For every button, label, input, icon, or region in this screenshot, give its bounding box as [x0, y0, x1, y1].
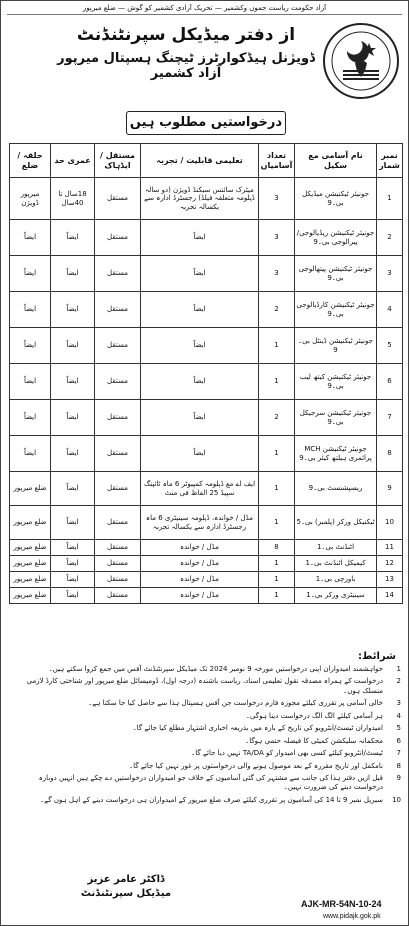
table-cell: جونیئر ٹیکنیشن سرجیکل بی۔9: [295, 400, 377, 436]
table-row: [10, 364, 403, 400]
condition-item: [11, 737, 401, 746]
condition-number: 1: [396, 665, 401, 673]
table-cell: مڈل / خواندہ، ڈپلومہ سینیٹری 6 ماہ رجسٹرڈ ادارہ سے یکسالہ تجربہ: [141, 506, 259, 540]
condition-number: 8: [396, 761, 401, 770]
table-cell: 8: [377, 436, 403, 472]
condition-text: خواہشمند امیدواران اپنی درخواستیں مورخہ 9 نومبر 2024 تک میڈیکل سپرنٹنڈنٹ آفس میں جمع کروا سکتے ہیں۔: [48, 665, 383, 673]
table-cell: 4: [377, 292, 403, 328]
table-cell: مڈل / خواندہ: [141, 556, 259, 572]
table-cell: ایضاً: [51, 220, 95, 256]
signature-block: [61, 873, 191, 901]
table-cell: ایضاً: [51, 588, 95, 604]
website-link[interactable]: www.pidajk.gok.pk: [323, 913, 381, 920]
table-cell: ایضاً: [141, 436, 259, 472]
condition-text: ٹیسٹ/انٹرویو کیلئے کسی بھی امیدوار کو TA/DA نہیں دیا جائے گا۔: [191, 749, 383, 758]
table-cell: ایضاً: [141, 292, 259, 328]
column-header: نام آسامی مع سکیل: [295, 144, 377, 178]
table-cell: ایضاً: [51, 292, 95, 328]
table-row: [10, 220, 403, 256]
column-header: حلقہ / ضلع: [10, 144, 51, 178]
condition-text: درخواست کے ہمراہ مصدقہ نقول تعلیمی اسناد، ریاست باشندہ (درجہ اول)، ڈومیسائل ضلع میرپور اور شناختی کارڈ لازمی منسلک ہوں۔: [26, 677, 383, 695]
table-cell: ایضاً: [51, 436, 95, 472]
table-cell: 6: [377, 364, 403, 400]
table-cell: ایضاً: [51, 328, 95, 364]
table-cell: ایضاً: [10, 220, 51, 256]
condition-text: نامکمل اور تاریخ مقررہ کے بعد موصول ہونے والی درخواستوں پر غور نہیں کیا جائے گا۔: [129, 761, 383, 770]
column-header: عمری حد: [51, 144, 95, 178]
table-cell: مستقل: [95, 256, 141, 292]
conditions-title: شرائط:: [358, 651, 396, 662]
table-cell: جونیئر ٹیکنیشن میڈیکل بی۔9: [295, 178, 377, 220]
table-cell: مستقل: [95, 506, 141, 540]
table-cell: 1: [259, 364, 295, 400]
table-cell: مستقل: [95, 540, 141, 556]
table-row: [10, 256, 403, 292]
condition-item: [11, 665, 401, 674]
table-cell: ضلع میرپور: [10, 572, 51, 588]
table-cell: 9: [377, 472, 403, 506]
table-cell: جونیئر ٹیکنیشن MCH پرائمری ہیلتھ کیئر بی۔9: [295, 436, 377, 472]
table-cell: ایضاً: [10, 256, 51, 292]
table-row: [10, 472, 403, 506]
table-cell: ایضاً: [141, 328, 259, 364]
table-cell: ایضاً: [10, 328, 51, 364]
table-cell: 1: [259, 506, 295, 540]
table-cell: مستقل: [95, 178, 141, 220]
signatory-name: ڈاکٹر عامر عزیز: [87, 874, 165, 885]
condition-number: 2: [396, 677, 401, 686]
table-header-row: [10, 144, 403, 178]
table-cell: 7: [377, 400, 403, 436]
condition-number: 10: [392, 795, 401, 804]
page-subtitle: ڈویژنل ہیڈکوارٹرز ٹیچنگ ہسپتال میرپور آزاد کشمیر: [57, 51, 315, 81]
table-cell: ایضاً: [141, 256, 259, 292]
table-cell: 2: [259, 292, 295, 328]
table-cell: 3: [259, 220, 295, 256]
table-row: [10, 400, 403, 436]
table-cell: 2: [377, 220, 403, 256]
condition-item: [11, 677, 401, 696]
table-cell: ضلع میرپور: [10, 506, 51, 540]
table-row: [10, 292, 403, 328]
condition-item: [11, 749, 401, 758]
table-cell: ضلع میرپور: [10, 556, 51, 572]
table-cell: جونیئر ٹیکنیشن کارڈیالوجی بی۔9: [295, 292, 377, 328]
table-cell: مڈل / خواندہ: [141, 540, 259, 556]
condition-text: محکمانہ سلیکشن کمیٹی کا فیصلہ حتمی ہوگا۔: [245, 736, 383, 745]
table-cell: ایضاً: [51, 572, 95, 588]
table-cell: ایضاً: [51, 506, 95, 540]
signatory-designation: میڈیکل سپرنٹنڈنٹ: [80, 888, 172, 899]
table-cell: سینیٹری ورکر بی۔1: [295, 588, 377, 604]
table-cell: باورچی بی۔1: [295, 572, 377, 588]
table-cell: 3: [259, 256, 295, 292]
ad-reference-number: AJK-MR-54N-10-24: [301, 899, 382, 909]
table-row: [10, 436, 403, 472]
table-cell: ٹیکنیکل ورکر (پلمبر) بی۔5: [295, 506, 377, 540]
table-row: [10, 556, 403, 572]
table-cell: مڈل / خواندہ: [141, 588, 259, 604]
condition-text: سیریل نمبر 9 تا 14 کی آسامیوں پر تقرری کیلئے صرف ضلع میرپور کے امیدواران ہی درخواست دینے کے اہل ہوں گے۔: [40, 795, 383, 804]
table-cell: ایضاً: [10, 400, 51, 436]
table-cell: جونیئر ٹیکنیشن پیتھالوجی بی۔9: [295, 256, 377, 292]
condition-number: 6: [396, 736, 401, 745]
table-cell: ایضاً: [10, 292, 51, 328]
table-cell: ایضاً: [51, 472, 95, 506]
column-header: مستقل / ایڈہاک: [95, 144, 141, 178]
table-cell: مستقل: [95, 472, 141, 506]
table-cell: ایضاً: [51, 364, 95, 400]
table-cell: ایضاً: [141, 400, 259, 436]
table-cell: ضلع میرپور: [10, 540, 51, 556]
condition-text: قبل ازیں دفتر ہذا کی جانب سے مشتہر کی گئی آسامیوں کے خلاف جو امیدواران درخواستیں دے چکے ہیں انہیں دوبارہ درخواست دینے کی ضرورت نہیں۔: [38, 773, 383, 792]
table-cell: 1: [259, 472, 295, 506]
table-cell: جونیئر ٹیکنیشن ڈینٹل بی۔9: [295, 328, 377, 364]
condition-number: 7: [396, 749, 401, 758]
condition-number: 3: [396, 699, 401, 708]
table-cell: ایف اے مع ڈپلومہ کمپیوٹر 6 ماہ ٹائپنگ سپیڈ 25 الفاظ فی منٹ: [141, 472, 259, 506]
table-cell: ایضاً: [51, 540, 95, 556]
table-row: [10, 506, 403, 540]
table-cell: مستقل: [95, 556, 141, 572]
table-cell: مستقل: [95, 328, 141, 364]
top-banner-line: آزاد حکومت ریاست جموں وکشمیر — تحریک آزادی کشمیر کو گوش — ضلع میرپور: [7, 4, 402, 15]
column-header: تعداد آسامیاں: [259, 144, 295, 178]
condition-item: [11, 774, 401, 793]
table-cell: میرپور ڈویژن: [10, 178, 51, 220]
table-cell: 1: [259, 328, 295, 364]
table-cell: ایضاً: [10, 364, 51, 400]
table-cell: 1: [259, 588, 295, 604]
condition-text: ہر آسامی کیلئے الگ الگ درخواست دینا ہوگی۔: [245, 711, 383, 720]
table-cell: ایضاً: [51, 256, 95, 292]
table-cell: ایضاً: [10, 436, 51, 472]
table-cell: 1: [259, 556, 295, 572]
table-cell: جونیئر ٹیکنیشن کیتھ لیب بی۔9: [295, 364, 377, 400]
table-cell: 12: [377, 556, 403, 572]
table-cell: مستقل: [95, 400, 141, 436]
condition-number: 5: [396, 724, 401, 733]
table-cell: ایضاً: [51, 556, 95, 572]
conditions-list: [11, 665, 401, 808]
table-cell: ضلع میرپور: [10, 472, 51, 506]
table-row: [10, 588, 403, 604]
table-body: [10, 178, 403, 604]
table-cell: ضلع میرپور: [10, 588, 51, 604]
table-cell: مستقل: [95, 436, 141, 472]
table-cell: 2: [259, 400, 295, 436]
table-cell: 8: [259, 540, 295, 556]
table-cell: مستقل: [95, 572, 141, 588]
table-cell: 1: [259, 436, 295, 472]
table-cell: میٹرک سائنس سیکنڈ ڈویژن (دو سالہ ڈپلومہ متعلقہ فیلڈ) رجسٹرڈ ادارہ سے یکسالہ تجربہ: [141, 178, 259, 220]
table-cell: 1: [259, 572, 295, 588]
table-cell: ایضاً: [141, 220, 259, 256]
applications-wanted-banner: درخواستیں مطلوب ہیں: [126, 111, 286, 135]
condition-item: [11, 762, 401, 771]
government-seal-icon: [321, 21, 401, 101]
table-cell: 11: [377, 540, 403, 556]
condition-text: امیدواران ٹیسٹ/انٹرویو کی تاریخ کے بارہ میں بذریعہ اخباری اشتہار مطلع کیا جائے گا۔: [132, 724, 383, 733]
condition-item: [11, 796, 401, 805]
condition-number: 4: [396, 711, 401, 720]
table-cell: 3: [377, 256, 403, 292]
table-cell: مستقل: [95, 588, 141, 604]
table-row: [10, 572, 403, 588]
table-cell: ایضاً: [141, 364, 259, 400]
condition-text: خالی آسامی پر تقرری کیلئے مجوزہ فارم درخواست جن آفس ہسپتال ہذا سے حاصل کیا جا سکتا ہے۔: [88, 699, 383, 708]
table-cell: 18سال تا 40سال: [51, 178, 95, 220]
table-cell: 13: [377, 572, 403, 588]
condition-number: 9: [396, 773, 401, 782]
table-cell: 3: [259, 178, 295, 220]
condition-item: [11, 724, 401, 733]
vacancies-table: [9, 143, 403, 604]
table-cell: مستقل: [95, 220, 141, 256]
page-title: از دفتر میڈیکل سپرنٹنڈنٹ: [76, 25, 296, 45]
table-cell: ایضاً: [51, 400, 95, 436]
table-cell: مڈل / خواندہ: [141, 572, 259, 588]
table-cell: 1: [377, 178, 403, 220]
table-cell: اٹنڈنٹ بی۔1: [295, 540, 377, 556]
column-header: نمبر شمار: [377, 144, 403, 178]
table-cell: ریسپشنسٹ بی۔9: [295, 472, 377, 506]
table-cell: 14: [377, 588, 403, 604]
table-cell: کیمیکل اٹنڈنٹ بی۔1: [295, 556, 377, 572]
table-cell: مستقل: [95, 364, 141, 400]
table-cell: 5: [377, 328, 403, 364]
condition-item: [11, 712, 401, 721]
table-row: [10, 540, 403, 556]
table-cell: جونیئر ٹیکنیشن ریڈیالوجی/ پیرالوجی بی۔9: [295, 220, 377, 256]
column-header: تعلیمی قابلیت / تجربہ: [141, 144, 259, 178]
table-cell: 10: [377, 506, 403, 540]
table-row: [10, 178, 403, 220]
condition-item: [11, 699, 401, 708]
table-cell: مستقل: [95, 292, 141, 328]
table-row: [10, 328, 403, 364]
